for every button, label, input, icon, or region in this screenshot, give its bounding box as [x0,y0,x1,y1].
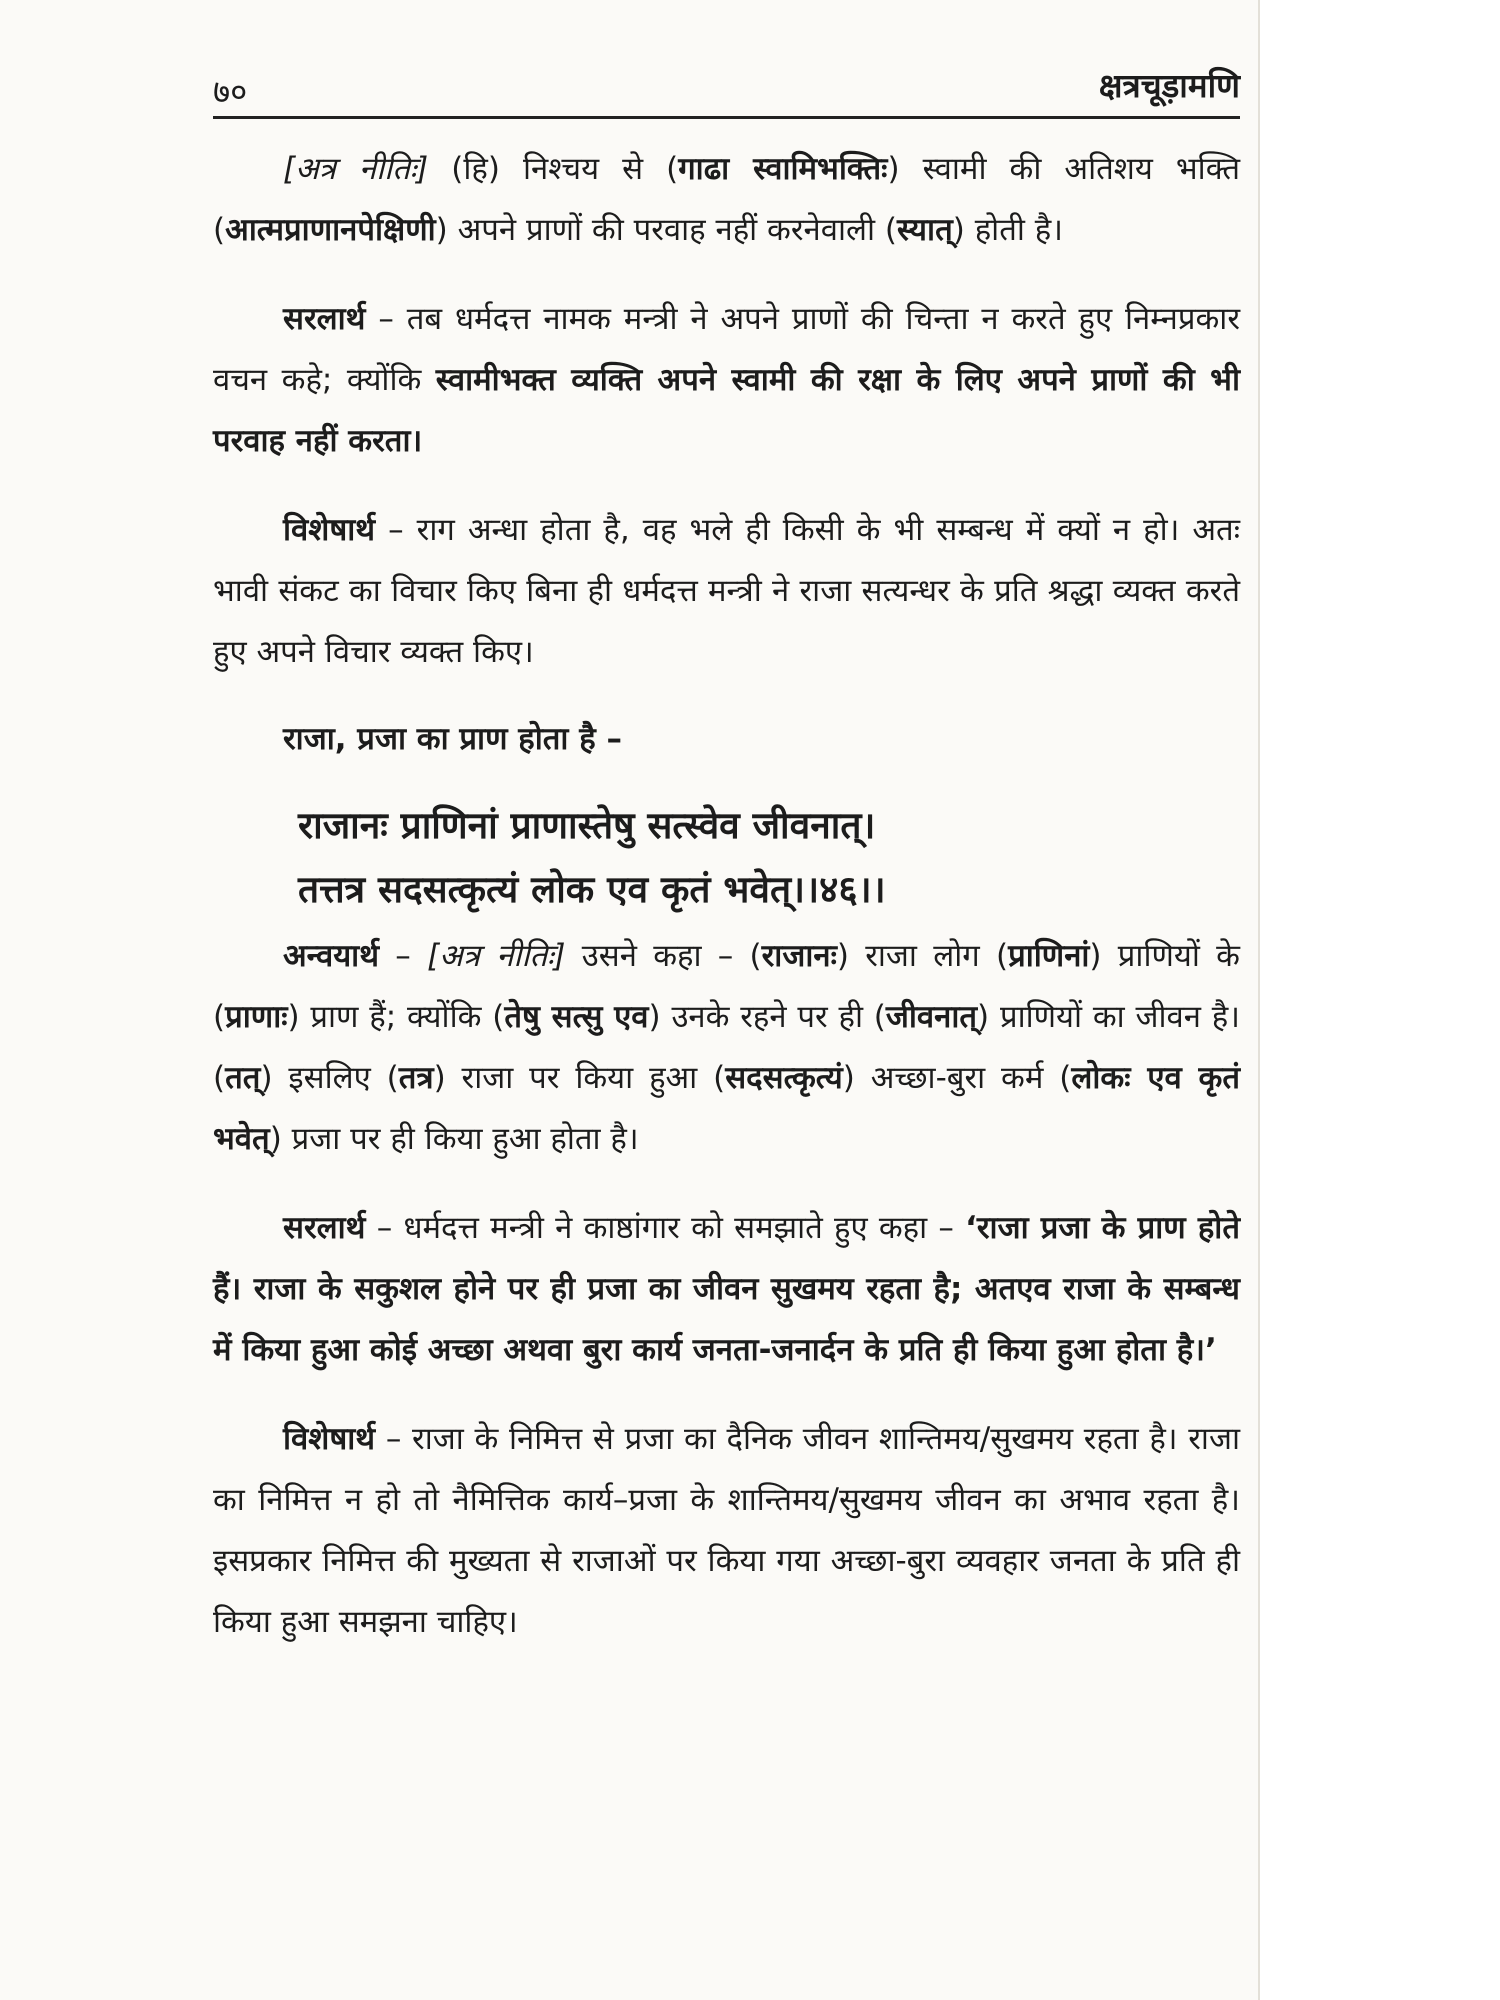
p1-part-f: ) अपने प्राणों की परवाह नहीं करनेवाली ( [435,212,897,248]
p4-part-r: सदसत्कृत्यं [725,1060,843,1096]
p6-label: विशेषार्थ [283,1421,376,1457]
p4-part-o: ) इसलिए ( [260,1060,399,1096]
p4-part-j: तेषु सत्सु एव [504,999,649,1035]
p4-part-b: [अत्र नीतिः] [427,938,566,974]
p1-part-b: (हि) निश्चय से ( [428,151,679,187]
p4-part-c: उसने कहा – ( [565,938,762,974]
p2-part-b: स्वामीभक्त व्यक्ति अपने स्वामी की रक्षा के लिए अपने प्राणों की भी परवाह नहीं करता। [213,362,1240,459]
verse-line-1: राजानः प्राणिनां प्राणास्तेषु सत्स्वेव जीवनात्। [298,804,876,847]
p5-part-a: – धर्मदत्त मन्त्री ने काष्ठांगार को समझाते हुए कहा – [365,1210,966,1246]
p4-part-q: ) राजा पर किया हुआ ( [433,1060,726,1096]
p4-part-i: ) प्राण हैं; क्योंकि ( [287,999,505,1035]
p4-part-l: जीवनात् [885,999,978,1035]
p4-part-m: ) प्राणियों का जीवन है। ( [213,999,1240,1096]
p4-part-k: ) उनके रहने पर ही ( [648,999,886,1035]
p1-part-h: ) होती है। [952,212,1063,248]
paragraph-4-anvayarth [213,926,1240,1170]
p3-part-a: – राग अन्धा होता है, वह भले ही किसी के भी सम्बन्ध में क्यों न हो। अतः भावी संकट का विचार किए बिना ही धर्मदत्त मन्त्री ने राजा सत्यन्धर के प्रति श्रद्धा व्यक्त करते हुए अपने विचार व्यक्त किए। [213,512,1240,670]
p4-part-a: – [379,938,428,974]
paragraph-5-saralarth [213,1198,1240,1381]
p4-part-g: ) प्राणियों के ( [213,938,1240,1035]
p4-part-s: ) अच्छा-बुरा कर्म ( [842,1060,1072,1096]
section-heading: राजा, प्रजा का प्राण होता है – [283,721,623,757]
p4-part-u: ) प्रजा पर ही किया हुआ होता है। [269,1121,639,1157]
p4-part-h: प्राणाः [225,999,288,1035]
p3-label: विशेषार्थ [283,512,376,548]
p4-label: अन्वयार्थ [283,938,380,974]
p1-part-e: आत्मप्राणानपेक्षिणी [225,212,436,248]
paragraph-6-visheshartha [213,1409,1240,1653]
p5-label: सरलार्थ [283,1210,366,1246]
p4-part-e: ) राजा लोग ( [836,938,1009,974]
p4-part-t: लोकः एव कृतं भवेत् [213,1060,1240,1157]
sanskrit-verse [213,794,1240,922]
paragraph-1 [213,139,1240,261]
p1-part-g: स्यात् [897,212,953,248]
page-number: ७० [213,72,248,111]
running-header [213,58,1240,119]
p2-label: सरलार्थ [283,301,366,337]
p1-part-d: ) स्वामी की अतिशय भक्ति ( [213,151,1240,248]
p1-part-a: [अत्र नीतिः] [283,151,429,187]
verse-line-2: तत्तत्र सदसत्कृत्यं लोक एव कृतं भवेत्।।४६।। [298,868,886,911]
p4-part-d: राजानः [761,938,837,974]
paragraph-2-saralarth [213,289,1240,472]
p5-part-b: ‘राजा प्रजा के प्राण होते हैं। राजा के सकुशल होने पर ही प्रजा का जीवन सुखमय रहता है; अतएव राजा के सम्बन्ध में किया हुआ कोई अच्छा अथवा बुरा कार्य जनता-जनार्दन के प्रति ही किया हुआ होता है।’ [213,1210,1240,1368]
p6-part-a: – राजा के निमित्त से प्रजा का दैनिक जीवन शान्तिमय/सुखमय रहता है। राजा का निमित्त न हो तो नैमित्तिक कार्य–प्रजा के शान्तिमय/सुखमय जीवन का अभाव रहता है। इसप्रकार निमित्त की मुख्यता से राजाओं पर किया गया अच्छा-बुरा व्यवहार जनता के प्रति ही किया हुआ समझना चाहिए। [213,1421,1240,1640]
p4-part-p: तत्र [398,1060,434,1096]
p4-part-n: तत् [225,1060,261,1096]
page-content [213,58,1240,1653]
p2-part-a: – तब धर्मदत्त नामक मन्त्री ने अपने प्राणों की चिन्ता न करते हुए निम्नप्रकार वचन कहे; क्योंकि [213,301,1240,398]
book-title: क्षत्रचूड़ामणि [1098,66,1240,105]
p4-part-f: प्राणिनां [1008,938,1090,974]
paragraph-3-visheshartha [213,500,1240,683]
p1-part-c: गाढा स्वामिभक्तिः [678,151,888,187]
